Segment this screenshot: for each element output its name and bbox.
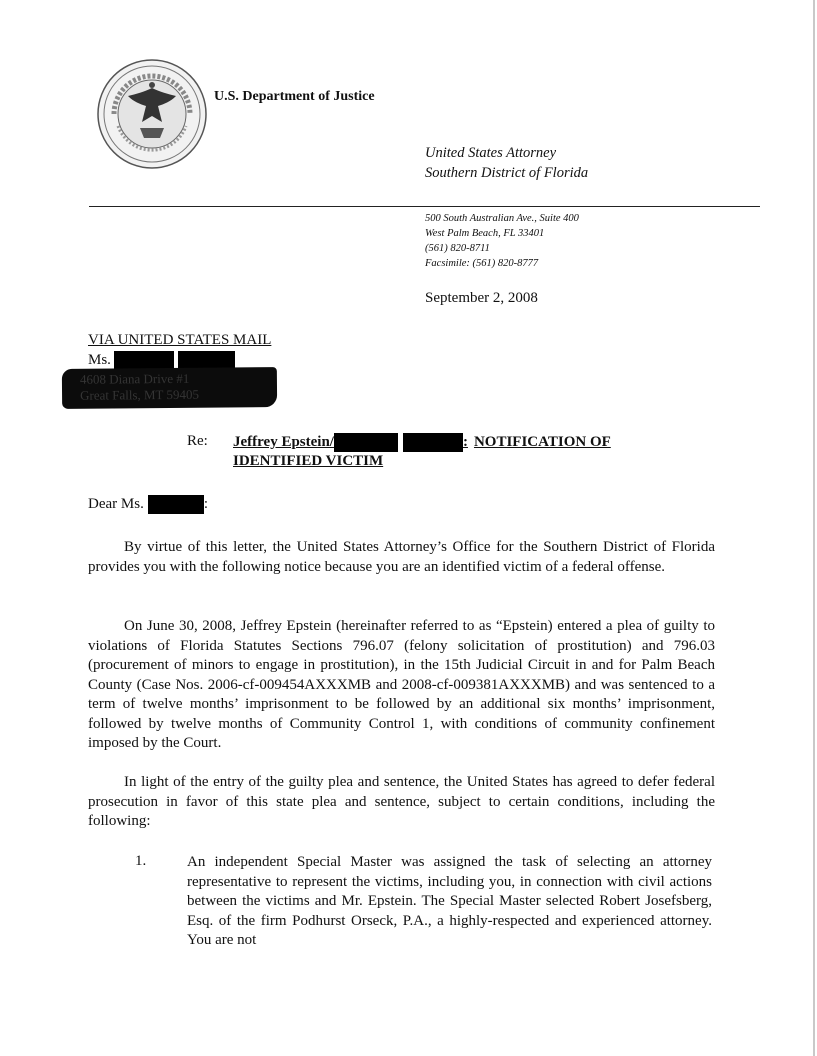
- body-paragraph-3: In light of the entry of the guilty plea and sentence, the United States has agreed to defer federal prosecution in favor of this state plea and sentence, subject to certain conditions, including the following:: [88, 774, 715, 829]
- office-address: [425, 211, 579, 271]
- obscured-street: 4608 Diana Drive #1: [79, 370, 190, 387]
- page-edge: [813, 0, 815, 1056]
- recipient-prefix: Ms.: [88, 352, 111, 368]
- redaction-box: [334, 433, 398, 452]
- redaction-box: [148, 495, 204, 514]
- address-fax: Facsimile: (561) 820-8777: [425, 258, 539, 269]
- doj-seal-icon: [96, 58, 208, 170]
- letter-date: September 2, 2008: [425, 290, 538, 306]
- redacted-address-blot: [62, 367, 277, 409]
- subject-colon: :: [462, 434, 468, 450]
- office-title: United States Attorney: [425, 145, 557, 161]
- list-item-number: 1.: [135, 853, 147, 869]
- letterhead-rule: [89, 206, 760, 207]
- office-district: Southern District of Florida: [425, 165, 589, 181]
- obscured-city: Great Falls, MT 59405: [79, 386, 200, 403]
- address-street: 500 South Australian Ave., Suite 400: [425, 213, 579, 224]
- department-name: U.S. Department of Justice: [214, 89, 375, 104]
- office-block: [425, 143, 588, 183]
- address-phone: (561) 820-8711: [425, 243, 490, 254]
- delivery-method: VIA UNITED STATES MAIL: [88, 332, 272, 348]
- list-item-text: An independent Special Master was assigned the task of selecting an attorney representative to represent the victims, including you, in connection with civil actions between the victims and Mr. Epstein. The Special Master selected Robert Josefsberg, Esq. of the firm Podhurst Orseck, P.A., a highly-respected and experienced attorney. You are not: [187, 854, 712, 948]
- salutation-prefix: Dear Ms.: [88, 496, 144, 512]
- redaction-box: [403, 433, 463, 452]
- salutation-suffix: :: [203, 496, 208, 512]
- subject-label: Re:: [187, 433, 208, 449]
- subject-title-part1: NOTIFICATION OF: [473, 434, 611, 450]
- salutation: [88, 495, 208, 514]
- subject-title-part2: IDENTIFIED VICTIM: [233, 453, 384, 469]
- address-city: West Palm Beach, FL 33401: [425, 228, 545, 239]
- subject-name: Jeffrey Epstein/: [233, 434, 334, 450]
- body-paragraph-2: On June 30, 2008, Jeffrey Epstein (hereinafter referred to as “Epstein) entered a plea of guilty to violations of Florida Statutes Sections 796.07 (felony solicitation of prostitution) and 796.03 (procurement of minors to engage in prostitution), in the 15th Judicial Circuit in and for Palm Beach County (Case Nos. 2006-cf-009454AXXXMB and 2008-cf-009381AXXXMB) and was sentenced to a term of twelve months’ imprisonment to be followed by an additional six months’ imprisonment, followed by twelve months of Community Control 1, with conditions of community confinement imposed by the Court.: [88, 618, 715, 751]
- subject-line: [233, 433, 611, 471]
- body-paragraph-1: By virtue of this letter, the United States Attorney’s Office for the Southern District of Florida provides you with the following notice because you are an identified victim of a federal offense.: [88, 539, 715, 575]
